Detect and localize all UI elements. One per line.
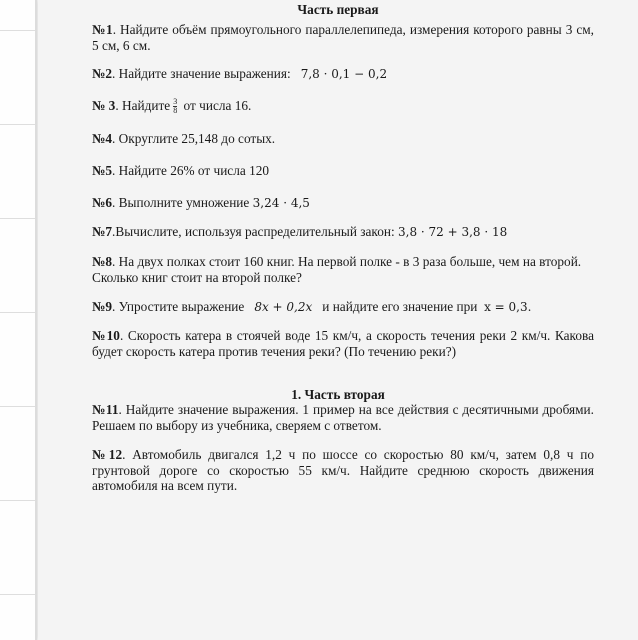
task-text: . Упростите выражение	[112, 299, 245, 314]
task-10	[92, 328, 594, 359]
thumbnail-divider	[0, 406, 35, 407]
math-expression: 8x + 0,2x	[254, 300, 313, 314]
task-text: . Найдите	[115, 98, 171, 113]
math-expression: 3,24 · 4,5	[252, 196, 310, 210]
thumbnail-divider	[0, 594, 35, 595]
thumbnail-divider	[0, 500, 35, 501]
task-4	[92, 131, 594, 147]
fraction-denominator: 8	[173, 106, 178, 116]
task-5	[92, 163, 594, 179]
task-number: №8	[92, 254, 113, 269]
math-expression: 3,8 · 72 + 3,8 · 18	[398, 225, 508, 239]
task-3	[92, 98, 594, 115]
task-number: №9	[92, 299, 113, 314]
thumbnail-divider	[0, 218, 35, 219]
task-number: №6	[92, 195, 113, 210]
task-number: №7	[92, 224, 113, 239]
task-number: № 3	[92, 98, 116, 113]
task-text: . Найдите значение выражения. 1 пример на все действия с десятичными дробями. Решаем по выбору из учебника, сверяем с ответом.	[92, 402, 594, 433]
task-11	[92, 402, 594, 433]
task-text: от числа 16.	[183, 98, 252, 113]
part2-heading: 1. Часть вторая	[291, 387, 385, 402]
task-7	[92, 224, 594, 241]
thumbnail-sidebar[interactable]	[0, 0, 37, 640]
task-text: . Выполните умножение	[112, 195, 250, 210]
task-text: . На двух полках стоит 160 книг. На первой полке - в 3 раза больше, чем на второй. Сколько книг стоит на второй полке?	[92, 254, 582, 285]
task-number: №10	[92, 328, 120, 343]
task-number: №2	[92, 66, 113, 81]
thumbnail-divider	[0, 124, 35, 125]
task-6	[92, 195, 594, 212]
task-2	[92, 66, 594, 83]
math-expression: x = 0,3.	[484, 300, 532, 314]
task-text: . Скорость катера в стоячей воде 15 км/ч, а скорость течения реки 2 км/ч. Какова будет скорость катера против течения реки? (По течению реки?)	[92, 328, 594, 359]
task-12	[92, 447, 594, 494]
task-text: . Автомобиль двигался 1,2 ч по шоссе со скоростью 80 км/ч, затем 0,8 ч по грунтовой дороге со скоростью 55 км/ч. Найдите среднюю скорость движения автомобиля на всем пути.	[92, 447, 594, 493]
task-number: №4	[92, 131, 113, 146]
task-number: №12	[92, 447, 123, 462]
task-text: . Найдите значение выражения:	[112, 66, 291, 81]
task-1	[92, 22, 594, 53]
task-text: . Найдите объём прямоугольного параллелепипеда, измерения которого равны 3 см, 5 см, 6 см.	[92, 22, 594, 53]
task-number: №5	[92, 163, 113, 178]
task-9	[92, 299, 594, 316]
task-8	[92, 254, 594, 285]
document-page	[38, 0, 638, 640]
task-number: №1	[92, 22, 113, 37]
thumbnail-divider	[0, 312, 35, 313]
math-expression: 7,8 · 0,1 − 0,2	[300, 67, 388, 81]
task-text: и найдите его значение при	[322, 299, 478, 314]
task-number: №11	[92, 402, 119, 417]
fraction-numerator: 3	[173, 97, 178, 107]
fraction	[173, 98, 177, 115]
task-text: .Вычислите, используя распределительный закон:	[112, 224, 395, 239]
task-text: . Найдите 26% от числа 120	[112, 163, 270, 178]
thumbnail-divider	[0, 30, 35, 31]
task-text: . Округлите 25,148 до сотых.	[112, 131, 276, 146]
part1-heading: Часть первая	[297, 2, 379, 17]
